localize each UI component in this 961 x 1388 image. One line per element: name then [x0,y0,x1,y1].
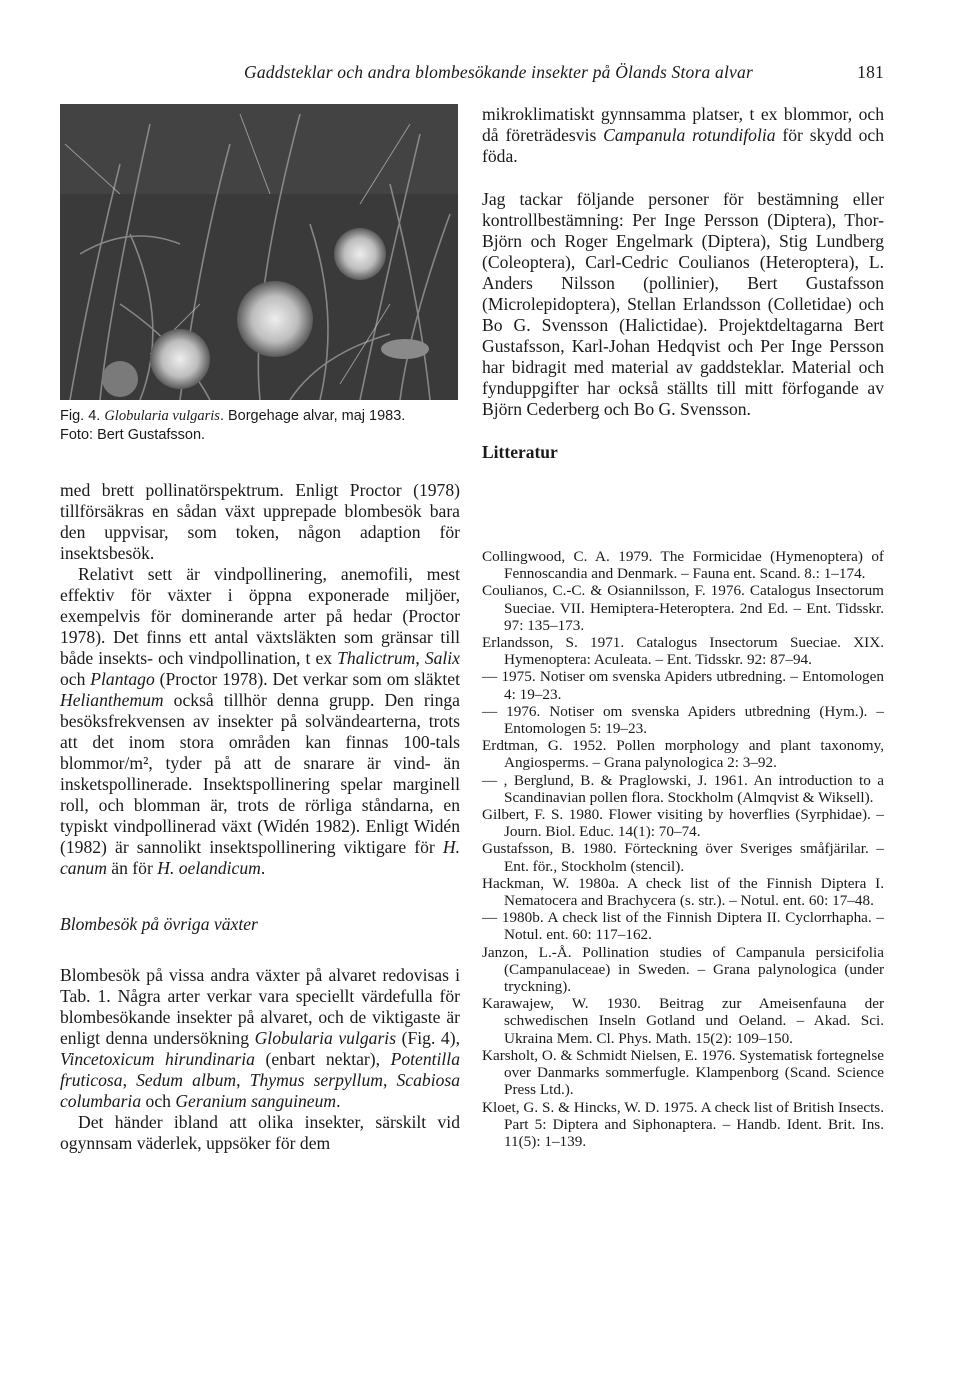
paragraph: Relativt sett är vindpollinering, anemofili, mest effektiv för växter i öppna exponerade miljöer, exempelvis för dominerande arter på hedar (Proctor 1978). Det finns ett antal växtsläkten som gränsar till både insekts- och vindpollination, t ex Thalictrum, Salix och Plantago (Proctor 1978). Det verkar som om släktet Helianthemum också tillhör denna grupp. Den ringa besöksfrekvensen av insekter på solvändearterna, trots att det inom stora områden kan finnas 100-tals blommor/m², tyder på att de snarare är vind- än insketspollinerade. Insektspollinering spelar marginell roll, och blomman är, trots de rörliga ståndarna, en typiskt vindpollinerad växt (Widén 1982). Enligt Widén (1982) är sannolikt insektspollinering viktigare för H. canum än för H. oelandicum. [60,564,460,878]
literature-heading: Litteratur [482,442,558,462]
figure-photo [60,104,458,400]
reference-item: Janzon, L.-Å. Pollination studies of Campanula persicifolia (Campanulaceae) in Sweden. – Grana palynologica (under tryckning). [482,943,884,996]
reference-item: Kloet, G. S. & Hincks, W. D. 1975. A check list of British Insects. Part 5: Diptera and Siphonaptera. – Handb. Ident. Brit. Ins. 11(5): 1–139. [482,1098,884,1150]
reference-item: — 1980b. A check list of the Finnish Diptera II. Cyclorrhapha. – Notul. ent. 60: 117–162. [482,909,884,944]
reference-item: — 1976. Notiser om svenska Apiders utbredning (Hym.). – Entomologen 5: 19–23. [482,702,884,738]
paragraph: Det händer ibland att olika insekter, särskilt vid ogynnsam väderlek, uppsöker för dem [60,1112,460,1153]
acknowledgements-paragraph: Jag tackar följande personer för bestämning eller kontrollbestämning: Per Inge Persson (Diptera), Thor-Björn och Roger Engelmark (Diptera), Stig Lundberg (Coleoptera), Carl-Cedric Coulianos (Heteroptera), L. Anders Nilsson (pollinier), Bert Gustafsson (Microlepidoptera), Stellan Erlandsson (Colletidae) och Bo G. Svensson (Halictidae). Projektdeltagarna Bert Gustafsson, Karl-Johan Hedqvist och Per Inge Persson har bidragit med material av gaddsteklar. Material och fynduppgifter har också ställts till mitt förfogande av Björn Cederberg och Bo G. Svensson. [482,189,884,419]
reference-item: Erdtman, G. 1952. Pollen morphology and plant taxonomy, Angiosperms. – Grana palynologica 2: 3–92. [482,737,884,772]
left-column [60,480,460,1154]
reference-item: Karsholt, O. & Schmidt Nielsen, E. 1976. Systematisk fortegnelse over Danmarks sommerfugle. Klampenborg (Scand. Science Press Ltd.). [482,1046,884,1099]
globularia-photo-image [60,104,458,400]
caption-species: Globularia vulgaris [104,408,220,424]
reference-item: — , Berglund, B. & Praglowski, J. 1961. An introduction to a Scandinavian pollen flora. Stockholm (Almqvist & Wiksell). [482,771,884,806]
paragraph: mikroklimatiskt gynnsamma platser, t ex blommor, och då företrädesvis Campanula rotundifolia för skydd och föda. [482,104,884,166]
reference-item: Gustafsson, B. 1980. Förteckning över Sveriges småfjärilar. – Ent. för., Stockholm (stencil). [482,840,884,875]
running-title: Gaddsteklar och andra blombesökande insekter på Ölands Stora alvar [244,62,753,82]
caption-prefix: Fig. 4. [60,408,101,424]
reference-item: Hackman, W. 1980a. A check list of the Finnish Diptera I. Nematocera and Brachycera (s. str.). – Notul. ent. 60: 17–48. [482,874,884,910]
right-column [482,104,884,463]
reference-item: Erlandsson, S. 1971. Catalogus Insectorum Sueciae. XIX. Hymenoptera: Aculeata. – Ent. Tidsskr. 92: 87–94. [482,634,884,669]
caption-rest: . Borgehage alvar, maj 1983. [219,408,406,424]
reference-item: Karawajew, W. 1930. Beitrag zur Ameisenfauna der schwedischen Inseln Gotland und Oeland. – Akad. Sci. Ukraina Mem. Cl. Phys. Math. 15(2): 109–150. [482,995,884,1047]
paragraph: med brett pollinatörspektrum. Enligt Proctor (1978) tillförsäkras en sådan växt upprepade blombesök bara den uppvisar, som token, någon adaption för insektsbesök. [60,480,460,563]
page-number: 181 [857,62,884,82]
paragraph: Blombesök på vissa andra växter på alvaret redovisas i Tab. 1. Några arter verkar vara speciellt värdefulla för blombesökande insekter på alvaret, och de viktigaste är enligt denna undersökning Globularia vulgaris (Fig. 4), Vincetoxicum hirundinaria (enbart nektar), Potentilla fruticosa, Sedum album, Thymus serpyllum, Scabiosa columbaria och Geranium sanguineum. [60,965,461,1111]
section-subheading: Blombesök på övriga växter [60,914,258,934]
caption-credit: Foto: Bert Gustafsson. [60,427,206,443]
reference-list [482,548,884,1150]
running-header [244,62,884,83]
reference-item: — 1975. Notiser om svenska Apiders utbredning. – Entomologen 4: 19–23. [482,668,884,703]
reference-item: Coulianos, C.-C. & Osiannilsson, F. 1976. Catalogus Insectorum Sueciae. VII. Hemiptera-Heteroptera. 2nd Ed. – Ent. Tidsskr. 97: 135–173. [482,582,884,634]
reference-item: Gilbert, F. S. 1980. Flower visiting by hoverflies (Syrphidae). – Journ. Biol. Educ. 14(1): 70–74. [482,806,884,841]
figure-caption [60,407,460,445]
reference-item: Collingwood, C. A. 1979. The Formicidae (Hymenoptera) of Fennoscandia and Denmark. – Fauna ent. Scand. 8.: 1–174. [482,548,884,583]
